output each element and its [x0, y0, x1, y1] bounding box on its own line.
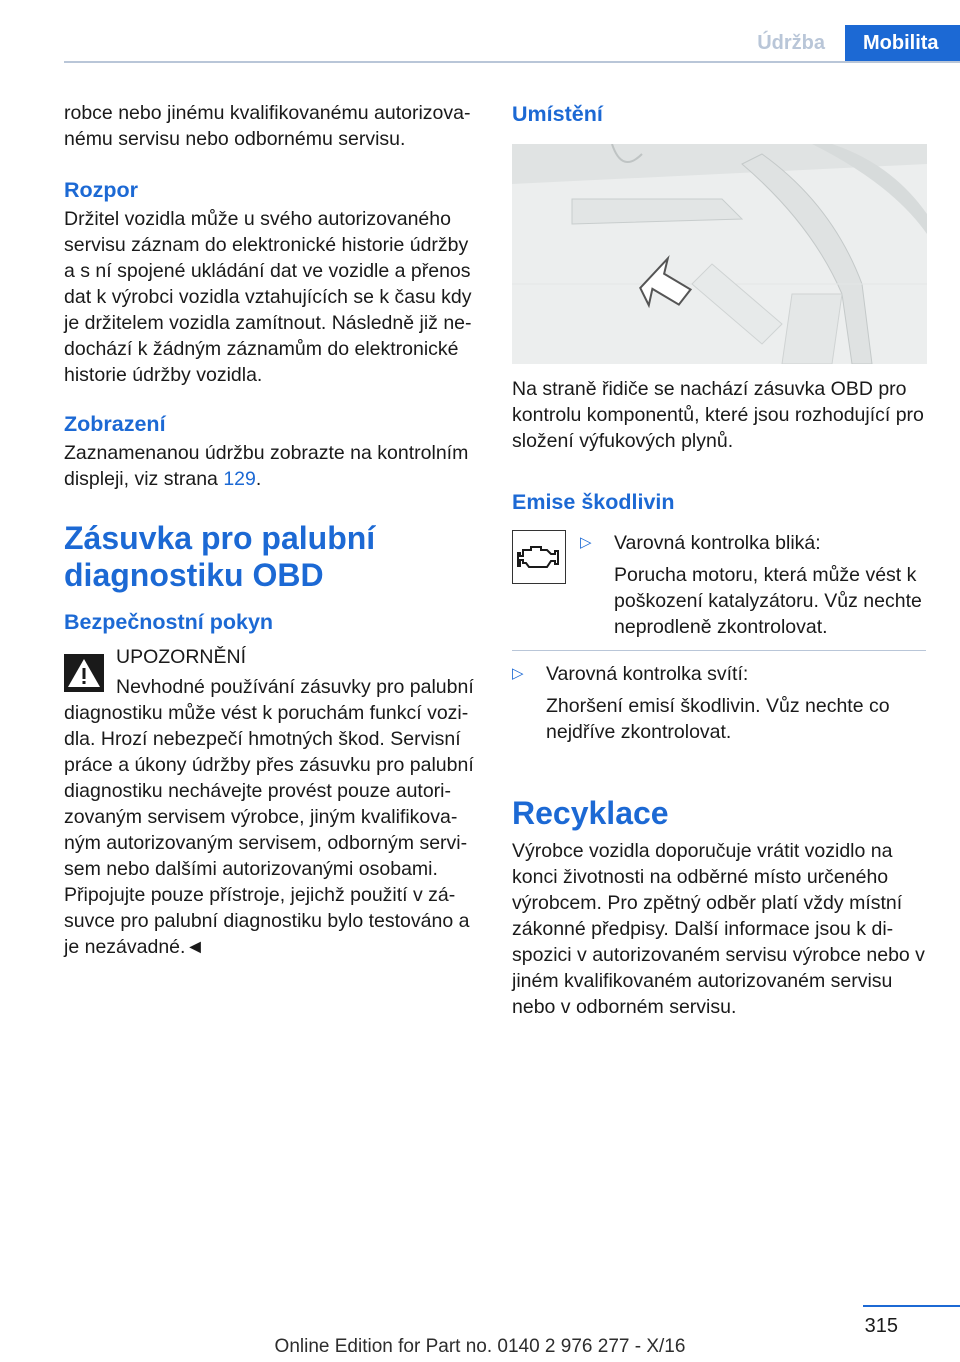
obd-location-figure	[512, 144, 927, 364]
footer-rule	[863, 1305, 960, 1307]
bullet-item-2	[512, 661, 926, 687]
figure-caption: Na straně řidiče se nachází zásuvka OBD pro kontrolu komponentů, které jsou rozhodující pro složení výfukových plynů.	[512, 378, 924, 452]
bullet-triangle-icon: ▷	[580, 534, 592, 551]
recyklace-heading: Recyklace	[512, 795, 669, 831]
edition-line: Online Edition for Part no. 0140 2 976 277 - X/16	[274, 1336, 686, 1357]
left-column	[64, 100, 478, 960]
emise-list-wrap	[580, 530, 926, 640]
tab-mobilita[interactable]: Mobilita	[845, 25, 960, 62]
zobrazeni-text: Zaznamenanou údržbu zobrazte na kontrolním displeji, viz strana	[64, 442, 469, 490]
bullet-label-2: Varovná kontrolka svítí:	[546, 663, 749, 685]
right-column	[512, 100, 926, 1020]
chapter-tabs	[737, 25, 960, 62]
zobrazeni-end: .	[255, 468, 262, 490]
bullet-detail-1: Porucha motoru, která může vést k poškození katalyzátoru. Vůz nechte neprodleně zkontrolovat.	[614, 564, 922, 638]
bullet-item-2-wrap	[512, 661, 926, 745]
warning-triangle-icon	[64, 654, 104, 692]
rozpor-heading: Rozpor	[64, 178, 139, 202]
rozpor-paragraph: Držitel vozidla může u svého autorizovaného servisu záznam do elektronické historie údržby a s ní spojené ukládání dat ve vozidle a přenos dat k výrobci vozidla vztahujících se k času kdy je držitelem vozidla zamítnout. Následně již ne- dochází k žádným záznamům do elektronické historie údržby vozidla.	[64, 208, 472, 386]
umisteni-heading: Umístění	[512, 102, 603, 126]
emise-heading: Emise škodlivin	[512, 490, 675, 514]
warning-block	[64, 644, 478, 670]
bullet-divider	[512, 650, 926, 651]
zobrazeni-paragraph	[64, 440, 478, 492]
tab-udrzba[interactable]: Údržba	[737, 25, 845, 62]
recyklace-paragraph: Výrobce vozidla doporučuje vrátit vozidlo na konci životnosti na odběrné místo určeného výrobcem. Pro zpětný odběr platí vždy místní zákonné předpisy. Další informace jsou k di- spozici v autorizovaném servisu výrobce nebo v jiném kvalifikovaném autorizovaném servisu nebo v odborném servisu.	[512, 840, 925, 1018]
warning-text: Nevhodné používání zásuvky pro palubní diagnostiku může vést k poruchám funkcí vozi- dla. Hrozí nebezpečí hmotných škod. Servisní práce a úkony údržby přes zásuvku pro palubní diagnostiku nechávejte provést pouze autori- zovaným servisem výrobce, jiným kvalifikova- ným autorizovaným servisem, odborným servi- sem nebo dalšími autorizovanými osobami. Připojujte pouze přístroje, jejichž použití v zá- suvce pro palubní diagnostiku bylo testováno a je nezávadné.◄	[64, 676, 474, 958]
bullet-item-1	[580, 530, 926, 556]
safety-heading: Bezpečnostní pokyn	[64, 610, 274, 634]
page-number: 315	[864, 1315, 898, 1337]
bullet-triangle-icon: ▷	[512, 665, 524, 682]
page-link-129[interactable]: 129	[223, 468, 256, 490]
bullet-detail-2: Zhoršení emisí škodlivin. Vůz nechte co nejdříve zkontrolovat.	[546, 695, 890, 743]
section-title: Zásuvka pro palubní diagnostiku OBD	[64, 520, 376, 593]
intro-paragraph: robce nebo jinému kvalifikovanému autorizova- nému servisu nebo odbornému servisu.	[64, 102, 471, 150]
check-engine-icon	[512, 530, 566, 584]
zobrazeni-heading: Zobrazení	[64, 412, 166, 436]
bullet-label-1: Varovná kontrolka bliká:	[614, 532, 821, 554]
obd-location-illustration	[512, 144, 927, 364]
warning-label: UPOZORNĚNÍ	[116, 646, 247, 668]
header-divider	[64, 61, 960, 63]
emise-block	[512, 530, 926, 640]
